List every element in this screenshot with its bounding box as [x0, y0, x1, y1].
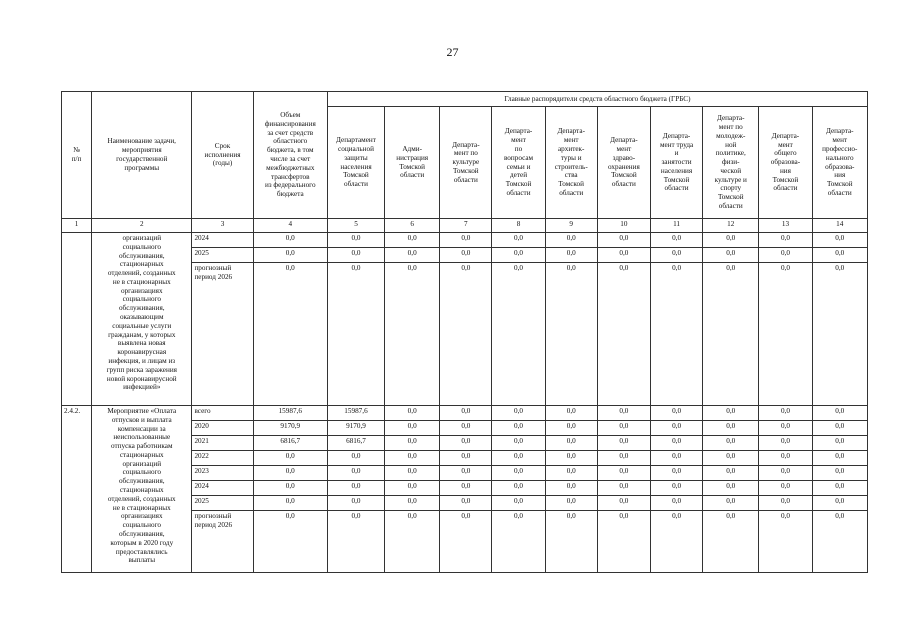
grbs-value-cell: 0,0: [812, 451, 867, 466]
grbs-value-cell: 0,0: [327, 481, 384, 496]
grbs-value-cell: 0,0: [597, 466, 650, 481]
grbs-value-cell: 0,0: [703, 451, 759, 466]
header-name: Наименование задачи, мероприятия государственной программы: [92, 92, 192, 219]
header-grbs-7: Департа- мент труда и занятости населения Томской области: [650, 107, 702, 219]
grbs-value-cell: 0,0: [440, 481, 492, 496]
grbs-value-cell: 0,0: [597, 496, 650, 511]
grbs-value-cell: 0,0: [597, 481, 650, 496]
volume-cell: 0,0: [253, 466, 327, 481]
grbs-value-cell: 0,0: [759, 233, 812, 248]
grbs-value-cell: 0,0: [385, 481, 440, 496]
grbs-value-cell: 0,0: [703, 511, 759, 573]
item-description: организаций социального обслуживания, стационарных отделений, созданных не в стационарных организациях социального обслуживания, оказывающим социальные услуги гражданам, у которых выявлена новая коронавирусная инфекция, и лицам из групп риска заражения новой коронавирусной инфекцией»: [92, 233, 192, 406]
grbs-value-cell: 0,0: [759, 421, 812, 436]
grbs-value-cell: 0,0: [703, 496, 759, 511]
grbs-value-cell: 0,0: [492, 451, 545, 466]
header-grbs-5: Департа- мент архитек- туры и строитель- ства Томской области: [545, 107, 597, 219]
grbs-value-cell: 0,0: [812, 436, 867, 451]
column-number-row: [62, 219, 868, 233]
grbs-value-cell: 0,0: [650, 466, 702, 481]
grbs-value-cell: 0,0: [759, 496, 812, 511]
header-term: Срок исполнения (годы): [192, 92, 253, 219]
grbs-value-cell: 0,0: [759, 466, 812, 481]
term-cell: 2025: [192, 496, 253, 511]
term-cell: 2025: [192, 248, 253, 263]
grbs-value-cell: 0,0: [385, 496, 440, 511]
col-number: 14: [812, 219, 867, 233]
grbs-value-cell: 0,0: [650, 481, 702, 496]
grbs-value-cell: 0,0: [492, 496, 545, 511]
grbs-value-cell: 0,0: [759, 248, 812, 263]
term-cell: 2020: [192, 421, 253, 436]
grbs-value-cell: 0,0: [703, 481, 759, 496]
volume-cell: 0,0: [253, 248, 327, 263]
grbs-value-cell: 0,0: [597, 451, 650, 466]
col-number: 2: [92, 219, 192, 233]
grbs-value-cell: 0,0: [812, 511, 867, 573]
grbs-value-cell: 0,0: [385, 248, 440, 263]
grbs-value-cell: 0,0: [492, 233, 545, 248]
grbs-value-cell: 0,0: [440, 496, 492, 511]
grbs-value-cell: 0,0: [703, 233, 759, 248]
grbs-value-cell: 0,0: [545, 481, 597, 496]
grbs-value-cell: 0,0: [545, 511, 597, 573]
item-description: Мероприятие «Оплата отпусков и выплата компенсации за неиспользованные отпуска работникам стационарных организаций социального обслуживания, стационарных отделений, созданных не в стационарных организациях социального обслуживания, которым в 2020 году предоставлялись выплаты: [92, 406, 192, 573]
grbs-value-cell: 0,0: [545, 496, 597, 511]
grbs-value-cell: 0,0: [597, 248, 650, 263]
col-number: 9: [545, 219, 597, 233]
grbs-value-cell: 0,0: [492, 263, 545, 406]
grbs-value-cell: 0,0: [597, 263, 650, 406]
grbs-value-cell: 0,0: [759, 263, 812, 406]
term-cell: прогнозный период 2026: [192, 263, 253, 406]
grbs-value-cell: 0,0: [597, 421, 650, 436]
grbs-value-cell: 0,0: [703, 263, 759, 406]
grbs-value-cell: 0,0: [327, 466, 384, 481]
grbs-value-cell: 0,0: [650, 421, 702, 436]
volume-cell: 0,0: [253, 511, 327, 573]
col-number: 7: [440, 219, 492, 233]
grbs-value-cell: 0,0: [597, 233, 650, 248]
grbs-value-cell: 0,0: [759, 451, 812, 466]
grbs-value-cell: 0,0: [597, 436, 650, 451]
grbs-value-cell: 0,0: [440, 248, 492, 263]
grbs-value-cell: 0,0: [385, 451, 440, 466]
grbs-value-cell: 0,0: [812, 406, 867, 421]
col-number: 3: [192, 219, 253, 233]
grbs-value-cell: 0,0: [812, 496, 867, 511]
budget-table: [61, 91, 868, 573]
grbs-value-cell: 0,0: [492, 406, 545, 421]
grbs-value-cell: 15987,6: [327, 406, 384, 421]
grbs-value-cell: 0,0: [759, 511, 812, 573]
grbs-value-cell: 0,0: [545, 451, 597, 466]
item-number: 2.4.2.: [62, 406, 92, 573]
header-grbs-9: Департа- мент общего образова- ния Томской области: [759, 107, 812, 219]
header-num: № п/п: [62, 92, 92, 219]
col-number: 11: [650, 219, 702, 233]
header-grbs-6: Департа- мент здраво- охранения Томской области: [597, 107, 650, 219]
grbs-value-cell: 0,0: [327, 451, 384, 466]
grbs-value-cell: 0,0: [650, 263, 702, 406]
grbs-value-cell: 0,0: [812, 466, 867, 481]
term-cell: 2023: [192, 466, 253, 481]
page-number: 27: [446, 45, 459, 59]
grbs-value-cell: 0,0: [650, 248, 702, 263]
header-grbs-10: Департа- мент профессио- нального образова- ния Томской области: [812, 107, 867, 219]
grbs-value-cell: 0,0: [650, 451, 702, 466]
grbs-value-cell: 0,0: [440, 406, 492, 421]
grbs-value-cell: 0,0: [385, 436, 440, 451]
col-number: 1: [62, 219, 92, 233]
term-cell: всего: [192, 406, 253, 421]
grbs-value-cell: 0,0: [327, 511, 384, 573]
grbs-value-cell: 0,0: [492, 436, 545, 451]
header-grbs-4: Департа- мент по вопросам семьи и детей Томской области: [492, 107, 545, 219]
grbs-value-cell: 0,0: [327, 233, 384, 248]
col-number: 13: [759, 219, 812, 233]
header-volume: Объем финансирования за счет средств областного бюджета, в том числе за счет межбюджетных трансфертов из федерального бюджета: [253, 92, 327, 219]
grbs-value-cell: 0,0: [385, 233, 440, 248]
volume-cell: 0,0: [253, 263, 327, 406]
col-number: 8: [492, 219, 545, 233]
term-cell: 2024: [192, 233, 253, 248]
table-row: [62, 233, 868, 248]
grbs-value-cell: 0,0: [440, 421, 492, 436]
grbs-value-cell: 0,0: [440, 466, 492, 481]
grbs-value-cell: 0,0: [492, 511, 545, 573]
grbs-value-cell: 0,0: [650, 406, 702, 421]
volume-cell: 0,0: [253, 496, 327, 511]
grbs-value-cell: 0,0: [545, 406, 597, 421]
term-cell: прогнозный период 2026: [192, 511, 253, 573]
grbs-value-cell: 0,0: [440, 233, 492, 248]
grbs-value-cell: 0,0: [703, 421, 759, 436]
grbs-value-cell: 0,0: [650, 511, 702, 573]
item-number: [62, 233, 92, 406]
volume-cell: 6816,7: [253, 436, 327, 451]
grbs-value-cell: 9170,9: [327, 421, 384, 436]
grbs-value-cell: 0,0: [759, 436, 812, 451]
grbs-value-cell: 0,0: [545, 436, 597, 451]
volume-cell: 9170,9: [253, 421, 327, 436]
grbs-value-cell: 0,0: [703, 466, 759, 481]
header-grbs-1: Департамент социальной защиты населения Томской области: [327, 107, 384, 219]
grbs-value-cell: 0,0: [385, 466, 440, 481]
grbs-value-cell: 0,0: [440, 451, 492, 466]
col-number: 10: [597, 219, 650, 233]
grbs-value-cell: 0,0: [385, 421, 440, 436]
grbs-value-cell: 0,0: [597, 406, 650, 421]
grbs-value-cell: 0,0: [812, 263, 867, 406]
grbs-value-cell: 0,0: [545, 263, 597, 406]
volume-cell: 0,0: [253, 451, 327, 466]
grbs-value-cell: 0,0: [545, 248, 597, 263]
grbs-value-cell: 0,0: [650, 233, 702, 248]
grbs-value-cell: 0,0: [492, 248, 545, 263]
grbs-value-cell: 0,0: [327, 248, 384, 263]
term-cell: 2022: [192, 451, 253, 466]
grbs-value-cell: 0,0: [703, 436, 759, 451]
grbs-value-cell: 0,0: [759, 481, 812, 496]
grbs-value-cell: 0,0: [597, 511, 650, 573]
header-grbs-2: Адми- нистрация Томской области: [385, 107, 440, 219]
grbs-value-cell: 0,0: [650, 436, 702, 451]
grbs-value-cell: 0,0: [759, 406, 812, 421]
grbs-value-cell: 0,0: [492, 466, 545, 481]
grbs-value-cell: 0,0: [440, 436, 492, 451]
term-cell: 2024: [192, 481, 253, 496]
header-grbs-8: Департа- мент по молодеж- ной политике, физи- ческой культуре и спорту Томской области: [703, 107, 759, 219]
col-number: 4: [253, 219, 327, 233]
col-number: 12: [703, 219, 759, 233]
col-number: 5: [327, 219, 384, 233]
grbs-value-cell: 0,0: [327, 263, 384, 406]
grbs-value-cell: 0,0: [703, 248, 759, 263]
grbs-value-cell: 0,0: [385, 511, 440, 573]
grbs-value-cell: 0,0: [492, 481, 545, 496]
grbs-value-cell: 0,0: [545, 466, 597, 481]
grbs-value-cell: 0,0: [812, 481, 867, 496]
grbs-value-cell: 0,0: [492, 421, 545, 436]
grbs-value-cell: 0,0: [440, 511, 492, 573]
volume-cell: 15987,6: [253, 406, 327, 421]
grbs-value-cell: 0,0: [327, 496, 384, 511]
grbs-value-cell: 0,0: [545, 421, 597, 436]
term-cell: 2021: [192, 436, 253, 451]
volume-cell: 0,0: [253, 233, 327, 248]
grbs-value-cell: 0,0: [812, 233, 867, 248]
col-number: 6: [385, 219, 440, 233]
volume-cell: 0,0: [253, 481, 327, 496]
grbs-value-cell: 0,0: [385, 406, 440, 421]
table-row: [62, 406, 868, 421]
grbs-value-cell: 0,0: [545, 233, 597, 248]
grbs-value-cell: 0,0: [440, 263, 492, 406]
grbs-value-cell: 0,0: [385, 263, 440, 406]
grbs-value-cell: 0,0: [703, 406, 759, 421]
grbs-value-cell: 0,0: [812, 248, 867, 263]
grbs-value-cell: 0,0: [812, 421, 867, 436]
grbs-value-cell: 6816,7: [327, 436, 384, 451]
header-grbs-3: Департа- мент по культуре Томской области: [440, 107, 492, 219]
header-grbs-title: Главные распорядители средств областного бюджета (ГРБС): [327, 92, 867, 107]
grbs-value-cell: 0,0: [650, 496, 702, 511]
